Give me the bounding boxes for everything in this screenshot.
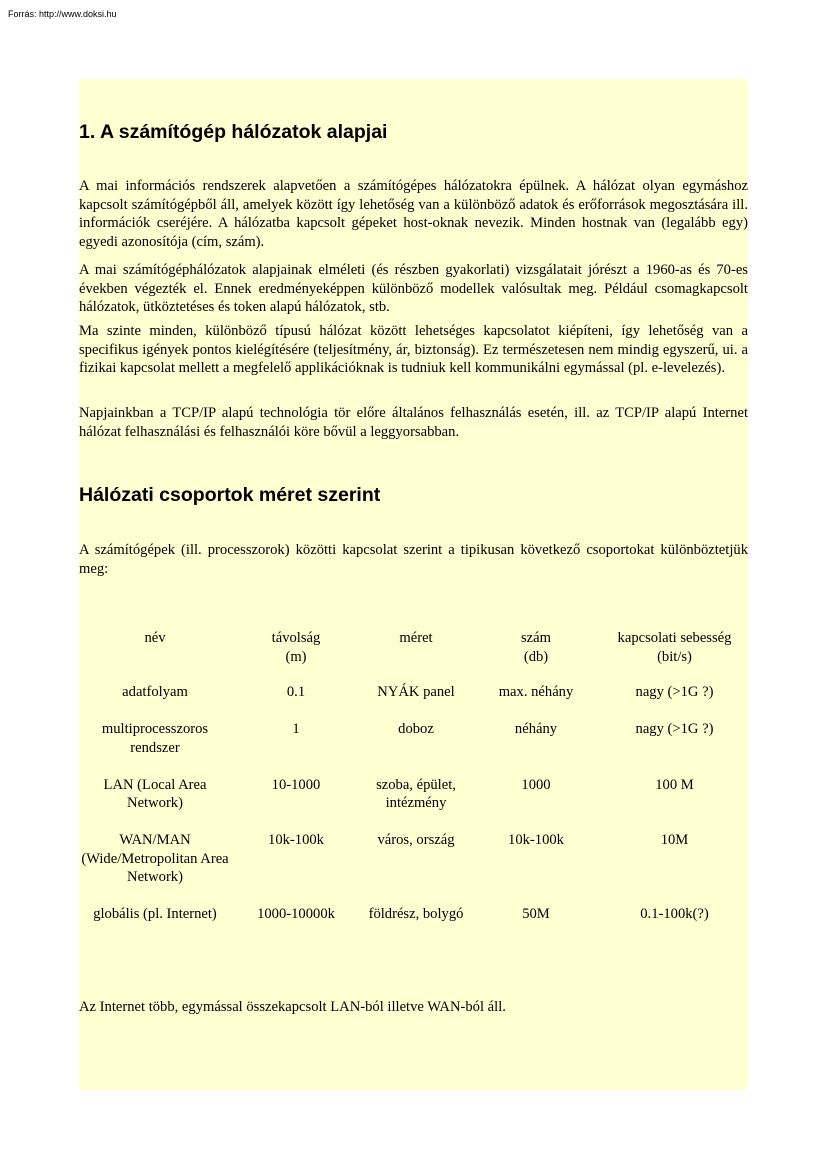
page-title: 1. A számítógép hálózatok alapjai bbox=[79, 121, 388, 143]
cell-speed: 100 M bbox=[655, 776, 694, 793]
header-count-label: szám (db) bbox=[521, 630, 551, 665]
header-speed bbox=[601, 629, 748, 683]
network-groups-table bbox=[79, 629, 748, 942]
cell-count: max. néhány bbox=[498, 684, 574, 701]
cell-count: néhány bbox=[514, 721, 558, 738]
paragraph: Ma szinte minden, különböző típusú hálózat között lehetséges kapcsolatot kiépíteni, így lehetőség van a specifikus igények pontos kielégítésére (teljesítmény, ár, biztonság). Ez természetesen nem mindig egyszerű, ui. a fizikai kapcsolat mellett a megfelelő applikációknak is tudniuk kell kommunikálni egymással (pl. e-levelezés). bbox=[79, 323, 748, 377]
cell-name: WAN/MAN (Wide/Metropolitan Area Network) bbox=[81, 831, 229, 886]
table-row bbox=[79, 720, 748, 775]
cell-speed: nagy (>1G ?) bbox=[635, 684, 714, 701]
section-intro: A számítógépek (ill. processzorok) közötti kapcsolat szerint a tipikusan következő csoportokat különböztetjük meg: bbox=[79, 542, 748, 577]
cell-distance: 10-1000 bbox=[271, 776, 321, 793]
cell-size: szoba, épület, intézmény bbox=[376, 776, 456, 812]
header-count bbox=[471, 629, 601, 683]
cell-size: doboz bbox=[398, 721, 434, 738]
cell-size: NYÁK panel bbox=[377, 684, 455, 701]
cell-speed: nagy (>1G ?) bbox=[635, 721, 714, 738]
paragraph: A mai információs rendszerek alapvetően a számítógépes hálózatokra épülnek. A hálózat olyan egymáshoz kapcsolt számítógépből áll, amelyek között így lehetőség van a különböző adatok és erőforrások megosztására ill. információk cseréjére. A hálózatba kapcsolt gépeket host-oknak nevezik. Minden hostnak van (legalább egy) egyedi azonosítója (cím, szám). bbox=[79, 178, 748, 251]
cell-name: multiprocesszoros rendszer bbox=[101, 721, 209, 756]
document-page bbox=[79, 79, 748, 1090]
cell-size: földrész, bolygó bbox=[368, 906, 464, 923]
header-size: méret bbox=[399, 630, 433, 646]
header-name: név bbox=[144, 630, 166, 646]
cell-count: 1000 bbox=[521, 776, 551, 793]
cell-speed: 10M bbox=[660, 831, 689, 848]
closing-paragraph: Az Internet több, egymással összekapcsolt LAN-ból illetve WAN-ból áll. bbox=[79, 999, 506, 1015]
cell-name: globális (pl. Internet) bbox=[93, 906, 217, 923]
section-title: Hálózati csoportok méret szerint bbox=[79, 484, 381, 506]
cell-distance: 1 bbox=[292, 721, 300, 738]
table-row bbox=[79, 776, 748, 831]
cell-distance: 1000-10000k bbox=[257, 906, 335, 923]
paragraph: A mai számítógéphálózatok alapjainak elméleti (és részben gyakorlati) vizsgálatait jórészt a 1960-as és 70-es években végezték el. Ennek eredményeképpen különböző modellek valósultak meg. Például csomagkapcsolt hálózatok, ütköztetéses és token alapú hálózatok, stb. bbox=[79, 262, 748, 316]
cell-name: LAN (Local Area Network) bbox=[103, 776, 207, 812]
cell-speed: 0.1-100k(?) bbox=[640, 906, 709, 923]
header-distance bbox=[231, 629, 361, 683]
header-distance-label: távolság (m) bbox=[271, 630, 321, 665]
cell-count: 50M bbox=[522, 906, 550, 923]
cell-count: 10k-100k bbox=[508, 831, 564, 848]
cell-name: adatfolyam bbox=[122, 684, 188, 701]
header-speed-label: kapcsolati sebesség (bit/s) bbox=[617, 630, 732, 665]
paragraph: Napjainkban a TCP/IP alapú technológia tör előre általános felhasználás esetén, ill. az TCP/IP alapú Internet hálózat felhasználási és felhasználói köre bővül a leggyorsabban. bbox=[79, 405, 748, 440]
table-row bbox=[79, 905, 748, 942]
cell-size: város, ország bbox=[377, 831, 455, 848]
cell-distance: 10k-100k bbox=[268, 831, 324, 848]
table-row bbox=[79, 683, 748, 720]
cell-distance: 0.1 bbox=[286, 684, 306, 701]
table-row bbox=[79, 831, 748, 905]
source-attribution: Forrás: http://www.doksi.hu bbox=[8, 9, 117, 19]
table-header-row bbox=[79, 629, 748, 683]
